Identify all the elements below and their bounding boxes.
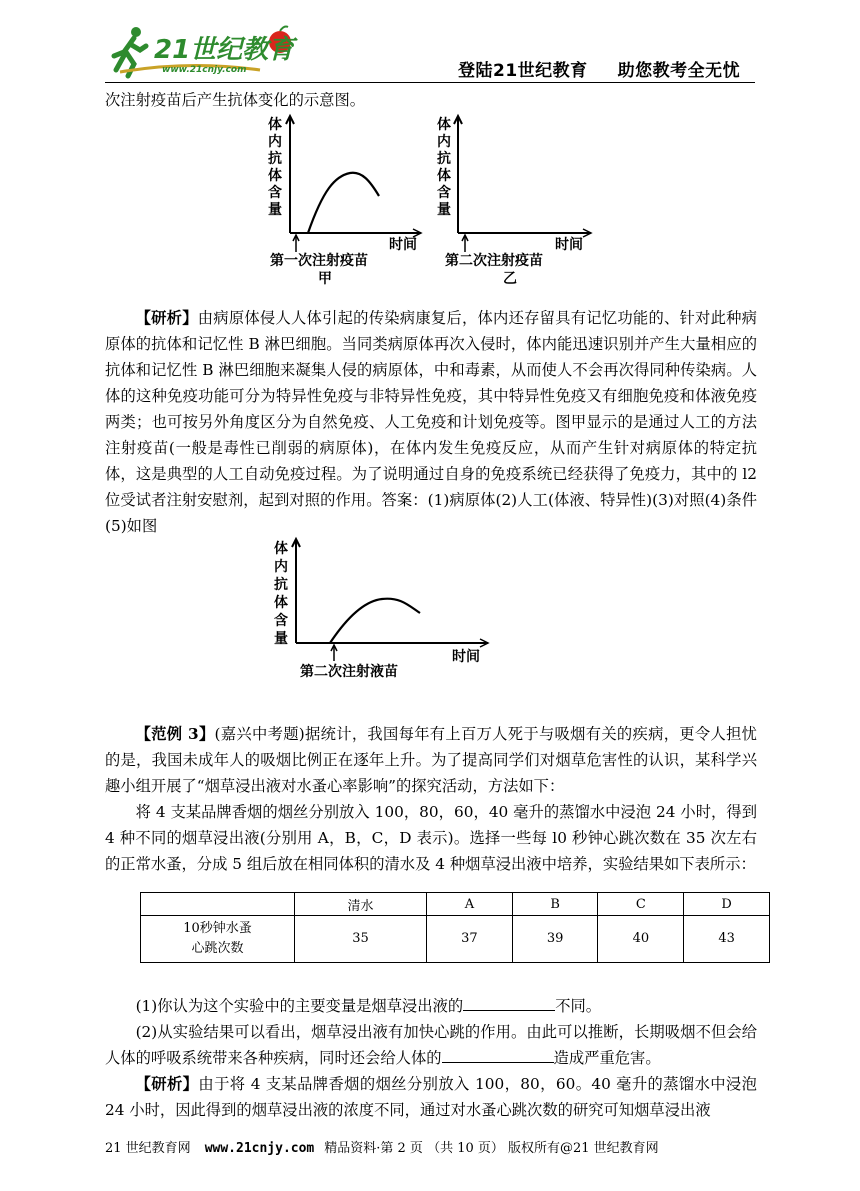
page-header: [0, 0, 860, 84]
footer-site-link[interactable]: www.21cnjy.com: [204, 1141, 315, 1156]
example-label: 【范例 3】: [135, 725, 215, 743]
q2-text-end: 造成严重危害。: [553, 1049, 661, 1067]
analysis-paragraph-2: [105, 1071, 757, 1123]
ylabel-char: 体: [437, 117, 451, 133]
analysis-paragraph-1: [105, 305, 757, 539]
page-footer: [105, 1137, 765, 1156]
figure-yi: [425, 112, 605, 292]
ylabel-char: 体: [268, 117, 282, 133]
header-slogan: [458, 56, 740, 81]
ylabel-char: 内: [437, 134, 451, 150]
sub-label: 乙: [503, 271, 517, 287]
sub-label: 甲: [318, 271, 332, 287]
slogan-right: 助您教考全无忧: [617, 61, 741, 81]
question-1: [105, 993, 757, 1019]
analysis-text: 由病原体侵人人体引起的传染病康复后，体内还存留具有记忆功能的、针对此种病原体的抗体和记忆性 B 淋巴细胞。当同类病原体再次入侵时，体内能迅速识别并产生大量相应的抗体和记忆性 B 淋巴细胞来凝集人侵的病原体，中和毒素，从而使人不会再次得同种传染病。人体的这种免疫功能可分为特异性免疫与非特异性免疫，其中特异性免疫又有细胞免疫和体液免疫两类；也可按另外角度区分为自然免疫、人工免疫和计划免疫等。图甲显示的是通过人工的方法注射疫苗(一般是毒性已削弱的病原体)，在体内发生免疫反应，从而产生针对病原体的特定抗体，这是典型的人工自动免疫过程。为了说明通过自身的免疫系统已经获得了免疫力，其中的 l2 位受试者注射安慰剂，起到对照的作用。答案：(1)病原体(2)人工(体液、特异性)(3)对照(4)条件(5)如图: [105, 309, 757, 535]
ylabel-char: 量: [268, 202, 282, 218]
ylabel-char: 体: [437, 168, 451, 184]
ylabel-char: 内: [268, 134, 282, 150]
table-header-cell: D: [684, 893, 770, 916]
table-header-cell: [141, 893, 295, 916]
ylabel-char: 抗: [274, 577, 288, 593]
table-header-row: [141, 893, 770, 916]
analysis-label: 【研析】: [135, 1075, 199, 1093]
site-logo[interactable]: [110, 22, 310, 82]
figure-jia: [255, 112, 435, 292]
xlabel: 时间: [555, 237, 583, 253]
ylabel-char: 量: [274, 631, 288, 647]
svg-text:www.21cnjy.com: www.21cnjy.com: [162, 65, 247, 75]
ylabel-char: 内: [274, 559, 288, 575]
example3-method: 将 4 支某品牌香烟的烟丝分别放入 100，80，60，40 毫升的蒸馏水中浸泡 24 小时，得到 4 种不同的烟草浸出液(分别用 A，B，C，D 表示)。选择一些每 l0 秒钟心跳次数在 35 次左右的正常水蚤，分成 5 组后放在相同体积的清水及 4 种烟草浸出液中培养，实验结果如下表所示：: [105, 803, 757, 873]
table-cell: 37: [427, 916, 513, 963]
result-table: [140, 892, 770, 963]
q1-answer-blank[interactable]: [463, 994, 555, 1011]
q1-text: (1)你认为这个实验中的主要变量是烟草浸出液的: [135, 997, 464, 1015]
ylabel-char: 量: [437, 202, 451, 218]
row-label: 10秒钟水蚤 心跳次数: [141, 916, 295, 963]
q1-text-end: 不同。: [555, 997, 602, 1015]
table-cell: 43: [684, 916, 770, 963]
slogan-left: 登陆21世纪教育: [458, 61, 588, 81]
example-intro-text: (嘉兴中考题)据统计，我国每年有上百万人死于与吸烟有关的疾病，更令人担忧的是，我国未成年人的吸烟比例正在逐年上升。为了提高同学们对烟草危害性的认识，某科学兴趣小组开展了“烟草浸出液对水蚤心率影响”的探究活动，方法如下：: [105, 725, 757, 795]
footer-left: 21 世纪教育网: [105, 1141, 191, 1156]
arrow-label: 第一次注射疫苗: [270, 253, 368, 269]
table-header-cell: 清水: [295, 893, 427, 916]
ylabel-char: 含: [437, 185, 451, 201]
ylabel-char: 抗: [437, 151, 451, 167]
arrow-label: 第二次注射疫苗: [445, 253, 543, 269]
analysis-label: 【研析】: [135, 309, 198, 327]
intro-line: 次注射疫苗后产生抗体变化的示意图。: [105, 91, 366, 109]
table-cell: 39: [512, 916, 598, 963]
ylabel-char: 抗: [268, 151, 282, 167]
arrow-label: 第二次注射液苗: [300, 664, 398, 680]
runner-logo-icon: [110, 22, 310, 82]
example3-intro: [105, 721, 757, 799]
antibody-curve: [330, 599, 420, 643]
ylabel-char: 含: [274, 613, 288, 629]
xlabel: 时间: [389, 237, 417, 253]
footer-right: 精品资料·第 2 页 （共 10 页） 版权所有@21 世纪教育网: [324, 1141, 659, 1156]
question-2: [105, 1019, 757, 1071]
svg-text:21世纪教育: 21世纪教育: [154, 35, 295, 65]
table-header-cell: B: [512, 893, 598, 916]
q2-text: (2)从实验结果可以看出，烟草浸出液有加快心跳的作用。由此可以推断，长期吸烟不但会给人体的呼吸系统带来各种疾病，同时还会给人体的: [105, 1023, 757, 1067]
table-cell: 35: [295, 916, 427, 963]
table-header-cell: C: [598, 893, 684, 916]
ylabel-char: 含: [268, 185, 282, 201]
table-header-cell: A: [427, 893, 513, 916]
q2-answer-blank[interactable]: [442, 1046, 554, 1063]
header-divider: [105, 82, 755, 83]
analysis-text: 由于将 4 支某品牌香烟的烟丝分别放入 100，80，60。40 毫升的蒸馏水中浸泡 24 小时，因此得到的烟草浸出液的浓度不同，通过对水蚤心跳次数的研究可知烟草浸出液: [105, 1075, 757, 1119]
antibody-curve: [308, 173, 379, 233]
ylabel-char: 体: [274, 541, 288, 557]
ylabel-char: 体: [274, 595, 288, 611]
xlabel: 时间: [452, 649, 480, 665]
ylabel-char: 体: [268, 168, 282, 184]
table-cell: 40: [598, 916, 684, 963]
figure-answer: [260, 535, 500, 685]
table-row: [141, 916, 770, 963]
